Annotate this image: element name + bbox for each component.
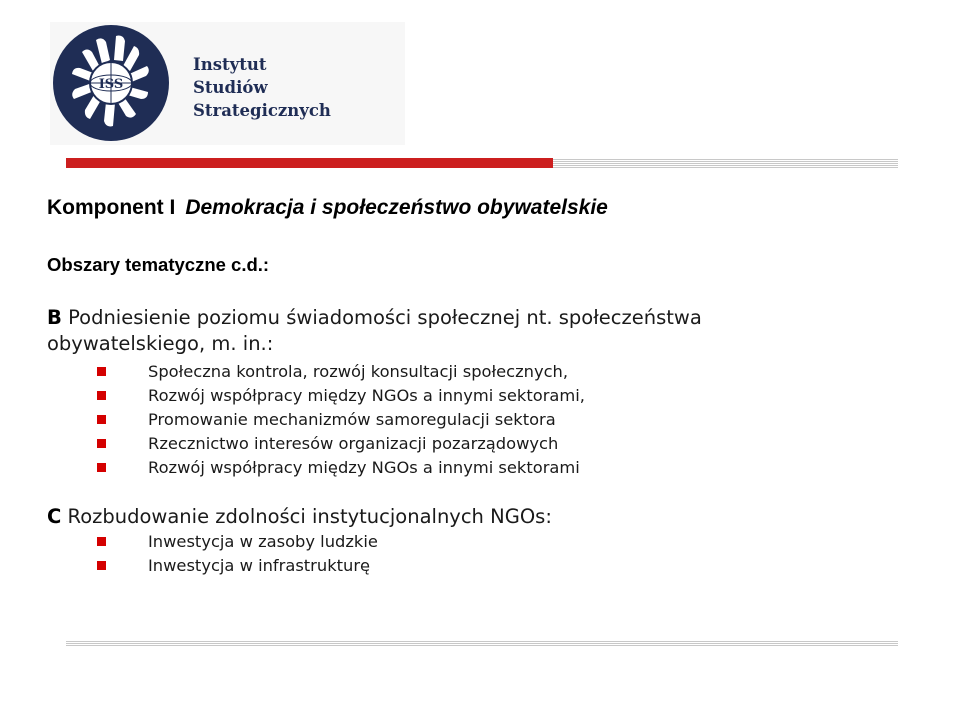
logo-line-1: Instytut: [193, 55, 267, 74]
list-item: Rozwój współpracy między NGOs a innymi sektorami,: [95, 384, 585, 408]
section-c-title-text: Rozbudowanie zdolności instytucjonalnych NGOs:: [67, 505, 552, 528]
page-title: [47, 196, 608, 220]
bullet-icon: [97, 415, 106, 424]
bullet-icon: [97, 463, 106, 472]
logo-text: [193, 53, 331, 122]
logo-line-2: Studiów: [193, 78, 268, 97]
bullet-icon: [97, 367, 106, 376]
page-title-prefix: Komponent I: [47, 196, 176, 219]
iss-emblem-icon: [50, 22, 173, 145]
section-c-list: [95, 530, 378, 578]
list-item: Inwestycja w zasoby ludzkie: [95, 530, 378, 554]
top-divider-gray: [553, 158, 898, 168]
bottom-divider: [66, 640, 898, 646]
top-divider-red-bar: [66, 158, 553, 168]
section-b-title: [47, 305, 702, 357]
page-title-emphasis: Demokracja i społeczeństwo obywatelskie: [185, 196, 608, 219]
subheading: Obszary tematyczne c.d.:: [47, 254, 270, 275]
section-b-letter: B: [47, 306, 62, 329]
section-c-letter: C: [47, 505, 62, 528]
svg-text:ISS: ISS: [98, 77, 124, 92]
section-b-title-line2: obywatelskiego, m. in.:: [47, 332, 274, 355]
section-b-title-line1: Podniesienie poziomu świadomości społecznej nt. społeczeństwa: [68, 306, 702, 329]
section-c-title: [47, 504, 552, 530]
list-item: Rzecznictwo interesów organizacji pozarządowych: [95, 432, 585, 456]
logo-line-3: Strategicznych: [193, 101, 331, 120]
top-divider: [66, 158, 898, 168]
logo: [50, 22, 405, 145]
list-item: Inwestycja w infrastrukturę: [95, 554, 378, 578]
section-b-list: [95, 360, 585, 480]
list-item: Społeczna kontrola, rozwój konsultacji społecznych,: [95, 360, 585, 384]
bullet-icon: [97, 391, 106, 400]
list-item: Promowanie mechanizmów samoregulacji sektora: [95, 408, 585, 432]
bullet-icon: [97, 537, 106, 546]
bullet-icon: [97, 439, 106, 448]
list-item: Rozwój współpracy między NGOs a innymi sektorami: [95, 456, 585, 480]
bullet-icon: [97, 561, 106, 570]
